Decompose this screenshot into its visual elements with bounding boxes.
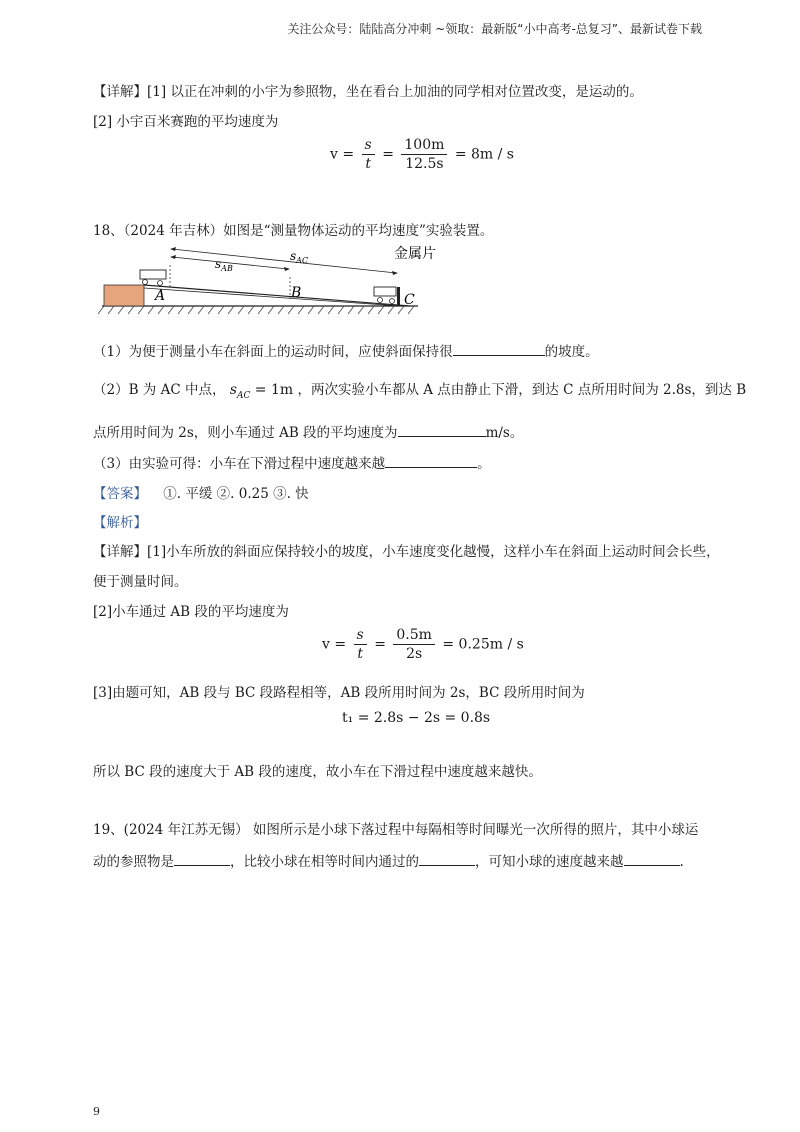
incline-figure bbox=[100, 240, 436, 325]
q18-detail-1: 【详解】[1]小车所放的斜面应保持较小的坡度，小车速度变化越慢，这样小车在斜面上运动时间会长些， bbox=[93, 544, 720, 560]
q17-detail-1: 【详解】[1] 以正在冲刺的小宇为参照物，坐在看台上加油的同学相对位置改变，是运动的。 bbox=[93, 84, 643, 100]
label-C: C bbox=[404, 292, 415, 308]
eq-rhs: = 8m / s bbox=[454, 146, 514, 163]
cart-top bbox=[140, 270, 166, 279]
label-A: A bbox=[155, 288, 166, 304]
q18-part2-cont: 点所用时间为 2s，则小车通过 AB 段的平均速度为 m/s。 bbox=[93, 425, 524, 441]
q18-detail-3: [2]小车通过 AB 段的平均速度为 bbox=[93, 604, 289, 620]
answer-blank-2[interactable] bbox=[398, 424, 486, 437]
q18-detail-4: [3]由题可知，AB 段与 BC 段路程相等，AB 段所用时间为 2s，BC 段所用时间为 bbox=[93, 685, 585, 701]
answer-label: 【答案】 bbox=[93, 486, 147, 502]
q17-detail-2: [2] 小宇百米赛跑的平均速度为 bbox=[93, 114, 279, 130]
q18-title: 18、（2024 年吉林）如图是“测量物体运动的平均速度”实验装置。 bbox=[93, 223, 494, 239]
q18-part3: （3）由实验可得：小车在下滑过程中速度越来越 。 bbox=[93, 456, 491, 472]
q18-detail-5: 所以 BC 段的速度大于 AB 段的速度，故小车在下滑过程中速度越来越快。 bbox=[93, 764, 542, 780]
wood-block bbox=[104, 285, 144, 306]
s-ac-equation: $s_{AC} = 1m$ bbox=[229, 382, 294, 401]
q18-part2: （2）B 为 AC 中点， $s_{AC} = 1m$ ，两次实验小车都从 A 点由静止下滑，到达 C 点所用时间为 2.8s，到达 B bbox=[93, 382, 747, 401]
answer-blank-3[interactable] bbox=[385, 455, 477, 468]
eq2-fraction-2: $\frac{0.5m}{2s}$ bbox=[393, 626, 435, 663]
q19-line-1: 19、(2024 年江苏无锡） 如图所示是小球下落过程中每隔相等时间曝光一次所得的照片，其中小球运 bbox=[93, 822, 699, 838]
label-s-ab: $s_{AB}$ bbox=[215, 257, 233, 273]
eq-fraction-2: $\frac{100m}{12.5s}$ bbox=[401, 136, 447, 173]
answer-blank-1[interactable] bbox=[453, 343, 545, 356]
label-s-ac: $s_{AC}$ bbox=[290, 249, 309, 265]
eq2-fraction-1: $\frac{s}{t}$ bbox=[354, 626, 367, 663]
q18-equation-time: t₁ = 2.8s − 2s = 0.8s bbox=[342, 710, 491, 726]
metal-plate bbox=[397, 287, 400, 306]
eq-fraction-1: $\frac{s}{t}$ bbox=[362, 136, 375, 173]
q19-blank-1[interactable] bbox=[174, 853, 230, 866]
cart-bottom bbox=[374, 287, 396, 296]
page-header: 关注公众号：陆陆高分冲刺 ~领取：最新版“小中高考-总复习”、最新试卷下载 bbox=[287, 22, 702, 36]
answer-text: ①. 平缓 ②. 0.25 ③. 快 bbox=[163, 486, 309, 502]
eq-lhs: v = bbox=[330, 146, 355, 163]
label-metal-plate: 金属片 bbox=[394, 246, 436, 262]
q18-part1: （1）为便于测量小车在斜面上的运动时间，应使斜面保持很 的坡度。 bbox=[93, 344, 599, 360]
label-B: B bbox=[291, 285, 302, 301]
q17-equation: v = $\frac{s}{t}$ = $\frac{100m}{12.5s}$ = 8m / s bbox=[330, 137, 514, 172]
analysis-label: 【解析】 bbox=[93, 515, 147, 531]
q18-detail-2: 便于测量时间。 bbox=[93, 574, 188, 590]
q19-blank-3[interactable] bbox=[624, 853, 680, 866]
q18-answer bbox=[93, 482, 309, 502]
q19-blank-2[interactable] bbox=[419, 853, 475, 866]
q18-equation-speed: v = $\frac{s}{t}$ = $\frac{0.5m}{2s}$ = 0.25m / s bbox=[322, 627, 524, 662]
page-number: 9 bbox=[93, 1105, 100, 1118]
q19-line-2: 动的参照物是 ，比较小球在相等时间内通过的 ，可知小球的速度越来越 . bbox=[93, 854, 684, 870]
